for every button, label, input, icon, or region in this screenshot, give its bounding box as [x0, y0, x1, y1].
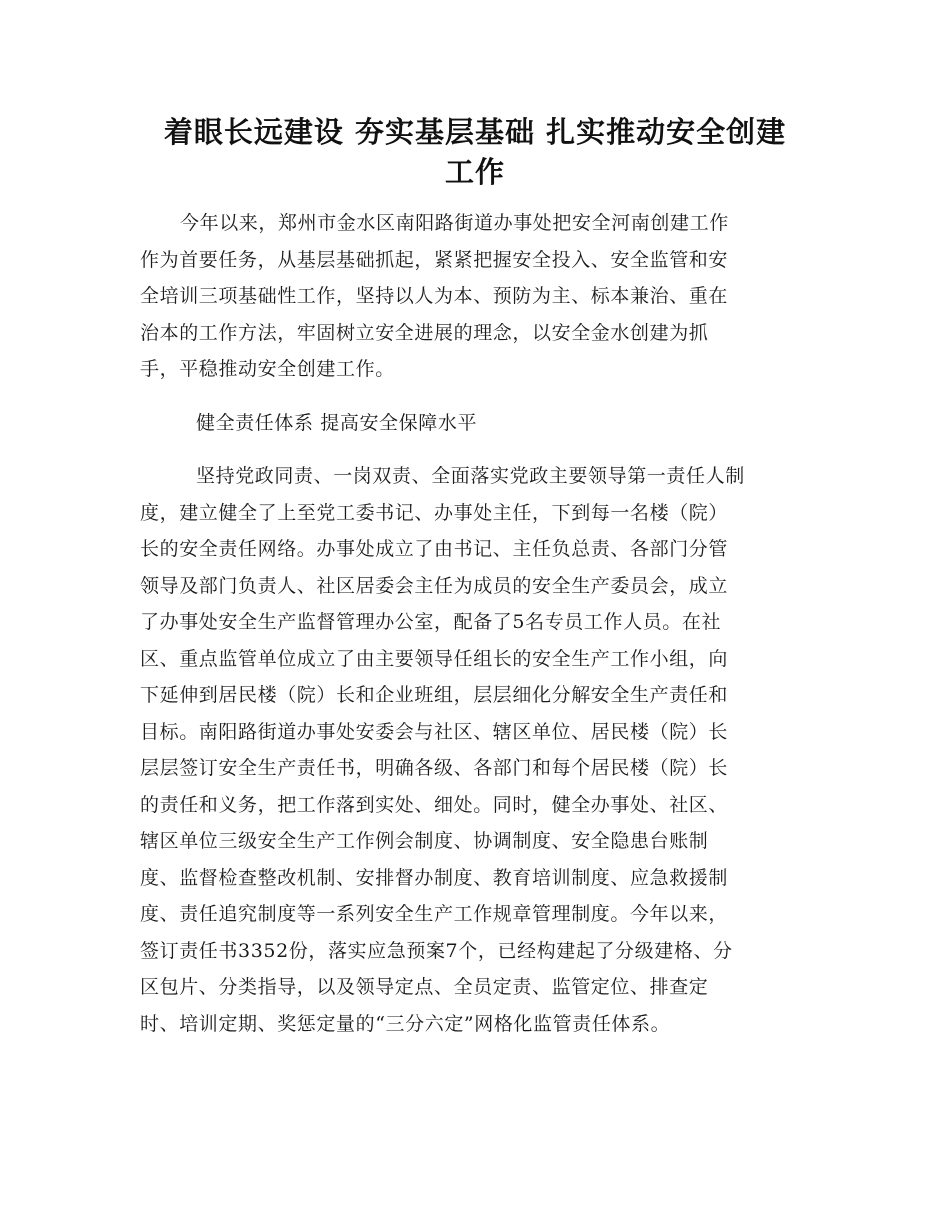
title-line-2: 工作 [444, 155, 505, 189]
text-line: 的责任和义务，把工作落到实处、细处。同时，健全办事处、社区、 [140, 793, 729, 816]
text-line: 度，建立健全了上至党工委书记、办事处主任，下到每一名楼（院） [140, 501, 729, 524]
text-line: 时、培训定期、奖惩定量的“三分六定”网格化监管责任体系。 [140, 1012, 671, 1035]
text-line: 辖区单位三级安全生产工作例会制度、协调制度、安全隐患台账制 [140, 830, 709, 852]
section-paragraph [140, 458, 810, 1042]
text-line: 目标。南阳路街道办事处安委会与社区、辖区单位、居民楼（院）长 [140, 720, 729, 743]
text-line: 长的安全责任网络。办事处成立了由书记、主任负总责、各部门分管 [140, 538, 729, 560]
text-line: 今年以来，郑州市金水区南阳路街道办事处把安全河南创建工作 [180, 212, 729, 234]
text-line: 作为首要任务，从基层基础抓起，紧紧把握安全投入、安全监管和安 [140, 248, 729, 271]
text-line: 签订责任书3352份，落实应急预案7个，已经构建起了分级建格、分 [140, 939, 733, 962]
text-line: 全培训三项基础性工作，坚持以人为本、预防为主、标本兼治、重在 [140, 285, 729, 307]
text-line: 坚持党政同责、一岗双责、全面落实党政主要领导第一责任人制 [196, 465, 745, 487]
text-line: 度、责任追究制度等一系列安全生产工作规章管理制度。今年以来， [140, 903, 729, 925]
section-heading: 健全责任体系 提高安全保障水平 [196, 412, 478, 434]
document-title [140, 112, 810, 192]
text-line: 治本的工作方法，牢固树立安全进展的理念，以安全金水创建为抓 [140, 321, 709, 344]
text-line: 领导及部门负责人、社区居委会主任为成员的安全生产委员会，成立 [140, 574, 729, 597]
text-line: 下延伸到居民楼（院）长和企业班组，层层细化分解安全生产责任和 [140, 684, 729, 706]
text-line: 了办事处安全生产监督管理办公室，配备了5名专员工作人员。在社 [140, 611, 722, 633]
title-line-1: 着眼长远建设 夯实基层基础 扎实推动安全创建 [163, 115, 787, 149]
text-line: 度、监督检查整改机制、安排督办制度、教育培训制度、应急救援制 [140, 866, 729, 889]
intro-paragraph [140, 205, 810, 388]
text-line: 层层签订安全生产责任书，明确各级、各部门和每个居民楼（院）长 [140, 757, 729, 779]
text-line: 手，平稳推动安全创建工作。 [140, 358, 395, 380]
text-line: 区包片、分类指导，以及领导定点、全员定责、监管定位、排查定 [140, 976, 709, 998]
text-line: 区、重点监管单位成立了由主要领导任组长的安全生产工作小组，向 [140, 647, 729, 670]
